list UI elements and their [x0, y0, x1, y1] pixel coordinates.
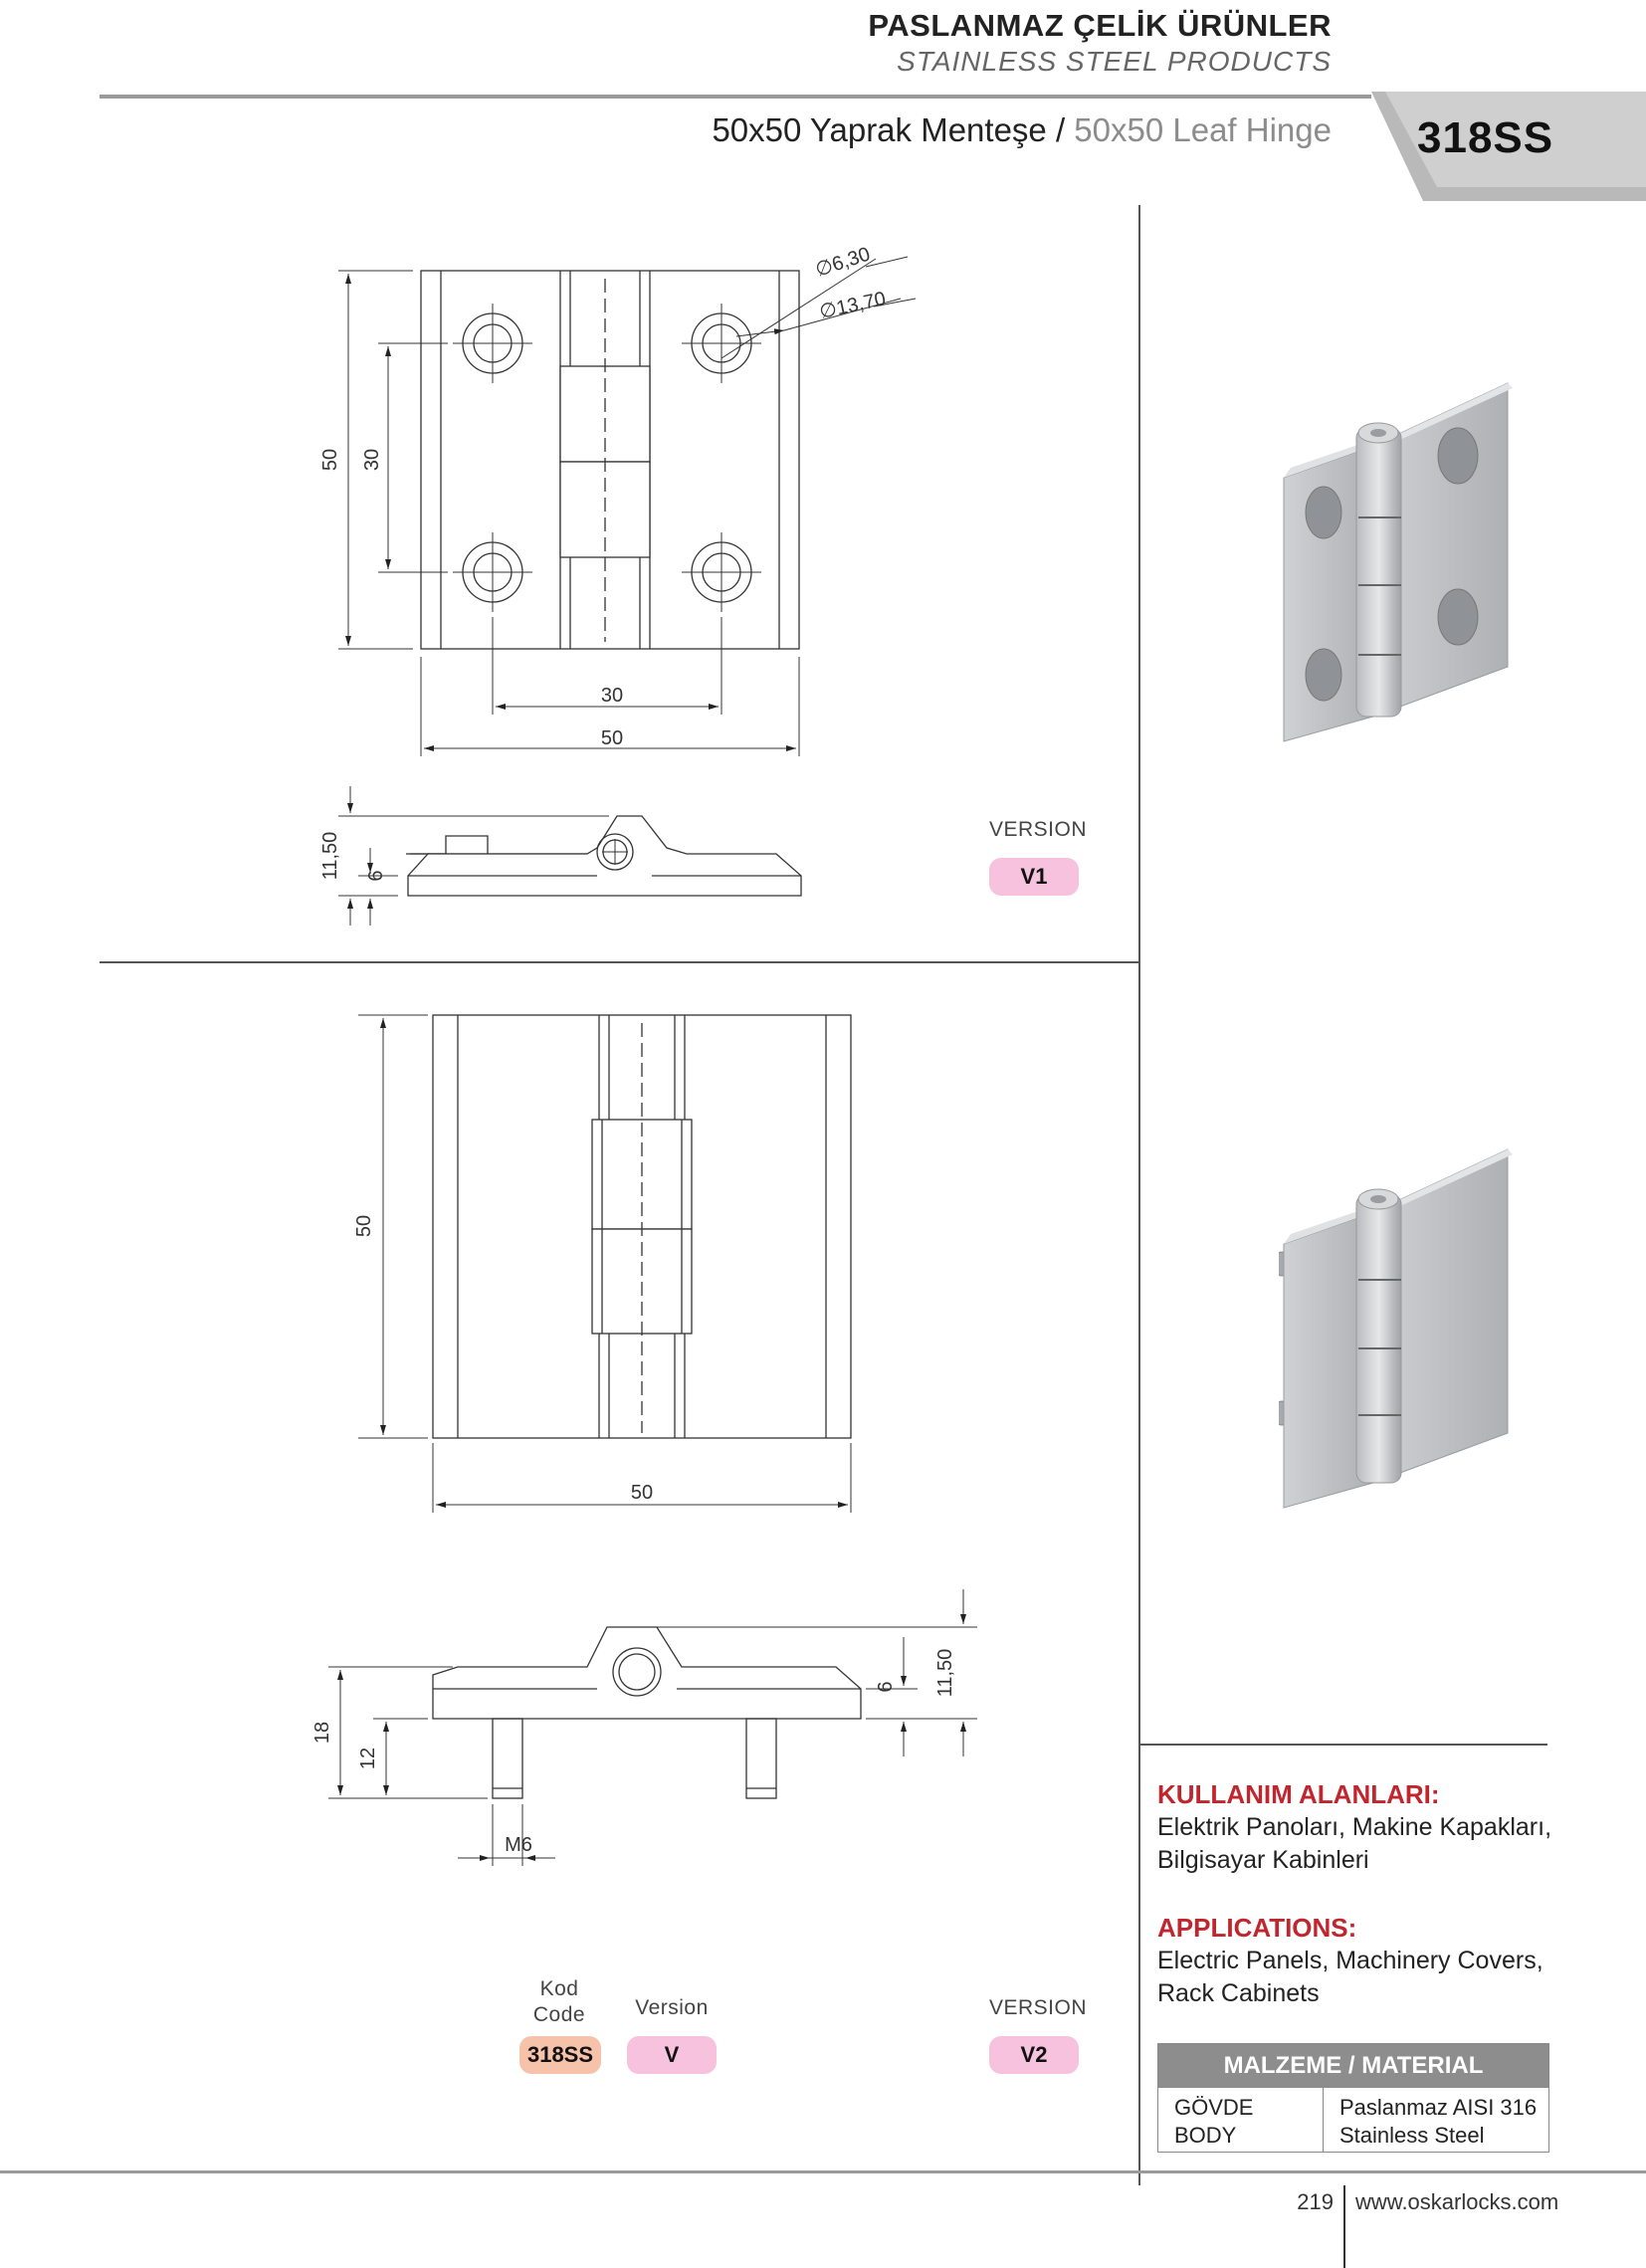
header-rule: [100, 95, 1371, 99]
version-v2-pill: V2: [989, 2036, 1079, 2074]
product-title-tr: 50x50 Yaprak Menteşe: [712, 111, 1047, 148]
material-value-en: Stainless Steel: [1339, 2123, 1485, 2148]
vertical-divider: [1138, 205, 1140, 2185]
product-code-tab: [1371, 92, 1646, 201]
material-table: [1157, 2043, 1549, 2153]
v2-dim-total-height: 18: [311, 1721, 333, 1745]
page-header: [868, 8, 1332, 78]
v1-dim-width: 50: [600, 727, 624, 749]
order-version-pill: V: [627, 2036, 717, 2074]
product-title: [712, 111, 1332, 149]
v1-dim-pitch-h: 30: [600, 685, 624, 707]
v2-dim-thread: M6: [505, 1834, 532, 1856]
order-kod-label: [517, 1976, 601, 2028]
applications-divider: [1139, 1744, 1547, 1746]
drawing-v2-side: [299, 1577, 1015, 1876]
material-row-body: [1158, 2088, 1548, 2152]
applications-tr-line2: Bilgisayar Kabinleri: [1157, 1846, 1369, 1874]
material-table-header: MALZEME / MATERIAL: [1158, 2044, 1548, 2088]
v1-dim-pitch-v: 30: [361, 448, 383, 472]
header-title-en: STAINLESS STEEL PRODUCTS: [897, 46, 1332, 77]
material-row-label: [1158, 2088, 1324, 2152]
footer-url: www.oskarlocks.com: [1355, 2189, 1559, 2214]
hinge-render-v2: [1279, 1144, 1528, 1513]
applications-en-line2: Rack Cabinets: [1157, 1979, 1320, 2007]
applications-tr-line1: Elektrik Panoları, Makine Kapakları,: [1157, 1813, 1552, 1841]
footer-separator: [1343, 2185, 1345, 2268]
kod-label: Kod: [539, 1977, 579, 2000]
applications-en-line1: Electric Panels, Machinery Covers,: [1157, 1947, 1543, 1974]
applications-tr-body: [1157, 1811, 1551, 1877]
footer-rule: [0, 2170, 1646, 2173]
version-v2-label: VERSION: [989, 1996, 1088, 2019]
material-label-en: BODY: [1174, 2123, 1237, 2148]
code-label: Code: [532, 2003, 586, 2026]
v2-dim-width: 50: [630, 1482, 654, 1504]
product-title-separator: /: [1055, 111, 1066, 148]
v1-dim-height: 50: [319, 448, 341, 472]
drawing-v1-front: [299, 219, 935, 776]
v1-dim-hole-small: ∅6,30: [812, 243, 874, 282]
material-label-tr: GÖVDE: [1174, 2095, 1254, 2120]
order-version-label: Version: [635, 1996, 709, 2019]
v2-dim-stud: 12: [357, 1747, 379, 1770]
version-v1-pill: V1: [989, 858, 1079, 896]
v2-side-dim-leaf: 6: [875, 1681, 897, 1693]
applications-tr-title: KULLANIM ALANLARI:: [1157, 1779, 1440, 1809]
v1-side-dim-leaf: 6: [365, 870, 387, 882]
version-v1-label: VERSION: [989, 818, 1088, 841]
drawing-v2-front: [338, 995, 896, 1533]
material-row-value: [1324, 2088, 1548, 2152]
order-code-pill: 318SS: [519, 2036, 601, 2074]
drawing-v1-side: [299, 776, 856, 935]
section-divider: [100, 961, 1139, 963]
v1-side-dim-total: 11,50: [319, 831, 341, 881]
material-value-tr: Paslanmaz AISI 316: [1339, 2095, 1538, 2120]
v2-dim-height: 50: [353, 1214, 375, 1238]
v1-dim-hole-large: ∅13,70: [817, 288, 889, 323]
applications-en-title: APPLICATIONS:: [1157, 1913, 1357, 1943]
product-code: 318SS: [1417, 113, 1554, 162]
v2-side-dim-total: 11,50: [934, 1648, 956, 1698]
applications-en-body: [1157, 1945, 1543, 2010]
hinge-render-v1: [1279, 378, 1528, 746]
product-title-en: 50x50 Leaf Hinge: [1074, 111, 1332, 148]
page-number: 219: [1297, 2189, 1334, 2214]
header-title-tr: PASLANMAZ ÇELİK ÜRÜNLER: [868, 8, 1332, 43]
